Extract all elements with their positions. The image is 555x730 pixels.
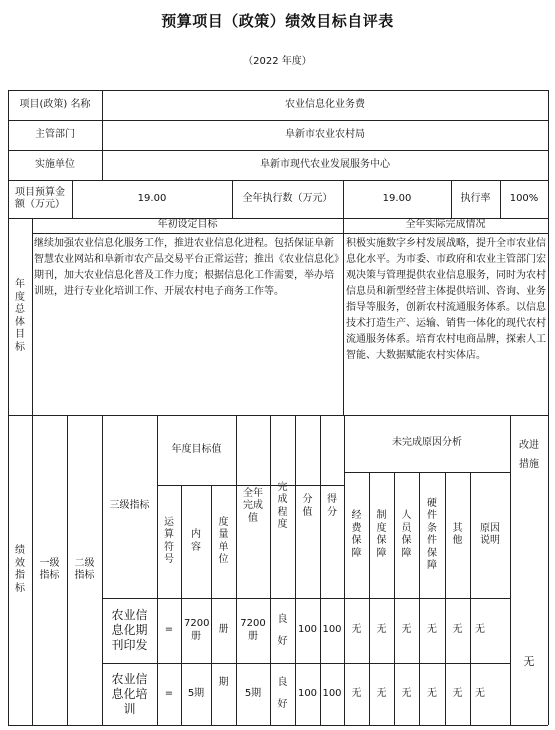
unit-value: 阜新市现代农业发展服务中心 [260, 158, 390, 170]
dept-label: 主管部门 [35, 128, 75, 140]
item-operator: = [164, 687, 174, 699]
content-header: 内容 [191, 529, 201, 553]
rate-value: 100% [509, 192, 539, 204]
perf-side-label: 绩效指标 [15, 545, 25, 594]
reason-other-header: 其他 [452, 522, 463, 546]
actual-value-header: 全年完成值 [243, 487, 263, 524]
operator-header: 运算符号 [164, 516, 174, 565]
item-unit: 期 [218, 677, 229, 688]
item-actual: 5期 [244, 687, 262, 699]
reason-system-header: 制度保障 [376, 510, 387, 559]
item-operator: = [164, 624, 174, 636]
reason-funding-header: 经费保障 [351, 510, 362, 559]
item-unit: 册 [218, 624, 229, 636]
item-reason-funding: 无 [351, 687, 362, 699]
reason-hardware-header: 硬件条件保障 [427, 497, 437, 571]
exec-label: 全年执行数（万元） [242, 192, 333, 204]
initial-goal-text: 继续加强农业信息化服务工作，推进农业信息化进程。包括保证阜新智慧农业网站和阜新市农产品交易平台正常运营；推出《农业信息化》期刊，加大农业信息化普及工作力度；根据信息化工作需要，举办培训班，进行专业化培训工作、开展农村电子商务工作等。 [34, 238, 339, 297]
level2-header: 二级指标 [74, 557, 95, 581]
level3-header: 三级指标 [109, 500, 150, 512]
improve-value: 无 [523, 654, 535, 668]
budget-value: 19.00 [137, 192, 167, 204]
grid-line [548, 90, 549, 725]
item-name: 农业信息化期刊印发 [111, 608, 148, 652]
annual-target-header: 年度目标值 [171, 443, 222, 455]
item-reason-explain: 无 [475, 687, 485, 699]
reasons-header: 未完成原因分析 [392, 437, 462, 449]
score-header: 得分 [327, 494, 337, 518]
item-reason-other: 无 [452, 624, 463, 636]
goals-side-label: 年度总体目标 [15, 279, 25, 353]
item-reason-staff: 无 [401, 624, 412, 636]
score-value-header: 分值 [302, 494, 313, 518]
grid-line [32, 233, 548, 234]
reason-explain-header: 原因说明 [480, 522, 500, 546]
initial-goal-header: 年初设定目标 [157, 219, 218, 231]
item-grade: 良好 [277, 613, 288, 647]
improve-header: 改进措施 [519, 440, 539, 470]
grid-line [343, 218, 344, 415]
exec-value: 19.00 [382, 192, 412, 204]
budget-label: 项目预算金额（万元） [15, 186, 65, 210]
item-name: 农业信息化培训 [111, 671, 148, 716]
completion-header: 完成程度 [277, 481, 288, 530]
measure-unit-header: 度量单位 [218, 516, 229, 565]
item-actual: 7200册 [240, 618, 266, 642]
item-points: 100 [297, 687, 318, 699]
page-title: 预算项目（政策）绩效目标自评表 [161, 12, 394, 30]
actual-completion-header: 全年实际完成情况 [405, 219, 486, 231]
item-content: 5期 [187, 687, 205, 699]
item-reason-system: 无 [376, 687, 387, 699]
item-reason-funding: 无 [351, 624, 362, 636]
year-label: （2022 年度） [243, 56, 312, 67]
item-points: 100 [297, 624, 318, 636]
item-reason-hardware: 无 [427, 624, 437, 636]
item-reason-system: 无 [376, 624, 387, 636]
reason-staff-header: 人员保障 [401, 510, 412, 559]
item-score: 100 [322, 687, 342, 699]
item-reason-hardware: 无 [427, 687, 437, 699]
rate-label: 执行率 [460, 192, 491, 204]
grid-line [8, 725, 548, 726]
unit-label: 实施单位 [35, 158, 75, 170]
grid-line [32, 218, 33, 415]
item-grade: 良好 [277, 677, 288, 710]
dept-value: 阜新市农业农村局 [285, 128, 365, 140]
level1-header: 一级指标 [39, 557, 60, 581]
actual-completion-text: 积极实施数字乡村发展战略，提升全市农业信息化水平。为市委、市政府和农业主管部门宏观决策与管理提供农业信息服务，同时为农村信息员和新型经营主体提供培训、咨询、业务指导等服务，创新农村流通服务体系。以信息技术打造生产、运输、销售一体化的现代农村流通服务体系。培育农村电商品牌，探索人工智能、大数据赋能农村实体店。 [346, 238, 546, 361]
item-reason-staff: 无 [401, 687, 412, 699]
item-reason-other: 无 [452, 687, 463, 699]
item-content: 7200册 [184, 618, 210, 642]
item-reason-explain: 无 [475, 624, 485, 636]
project-name-value: 农业信息化业务费 [285, 98, 365, 110]
item-score: 100 [322, 624, 342, 636]
project-name-label: 项目(政策) 名称 [19, 98, 91, 110]
